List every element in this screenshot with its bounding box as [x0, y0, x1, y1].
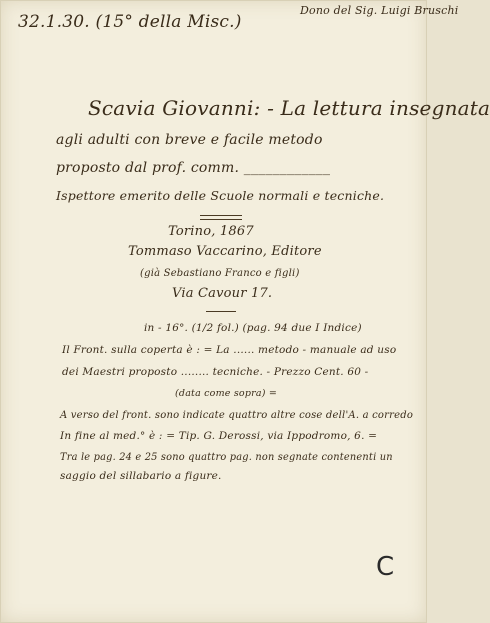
title-text: Scavia Giovanni: - La lettura insegnata	[88, 96, 490, 120]
imprint-address: Via Cavour 17.	[172, 286, 273, 301]
note-line-5: In fine al med.° è : = Tip. G. Derossi, via Ippodromo, 6. =	[60, 430, 378, 442]
imprint-place-year: Torino, 1867	[168, 224, 254, 239]
double-rule	[200, 215, 242, 220]
corner-letter: C	[376, 552, 395, 582]
title-line-2: agli adulti con breve e facile metodo	[56, 132, 323, 148]
note-line-1: Il Front. sulla coperta è : = La ...... metodo - manuale ad uso	[62, 344, 397, 356]
note-line-4: A verso del front. sono indicate quattro altre cose dell'A. a corredo	[60, 410, 414, 421]
imprint-publisher-note: (già Sebastiano Franco e figli)	[140, 268, 300, 279]
donor-note: Dono del Sig. Luigi Bruschi	[300, 4, 459, 17]
note-line-7: saggio del sillabario a figure.	[60, 470, 222, 482]
note-line-6: Tra le pag. 24 e 25 sono quattro pag. non segnate contenenti un	[60, 452, 393, 463]
note-line-2: dei Maestri proposto ........ tecniche. - Prezzo Cent. 60 -	[62, 366, 369, 378]
title-line-3: proposto dal prof. comm. ____________	[56, 160, 331, 176]
title-line-4: Ispettore emerito delle Scuole normali e tecniche.	[56, 188, 385, 203]
imprint-publisher: Tommaso Vaccarino, Editore	[128, 244, 322, 259]
format-line: in - 16°. (1/2 fol.) (pag. 94 due I Indice)	[144, 322, 362, 334]
title-line-1	[88, 96, 490, 120]
shelfmark: 32.1.30. (15° della Misc.)	[18, 12, 242, 32]
note-line-3: (data come sopra) =	[175, 388, 278, 399]
separator-rule	[206, 311, 236, 312]
